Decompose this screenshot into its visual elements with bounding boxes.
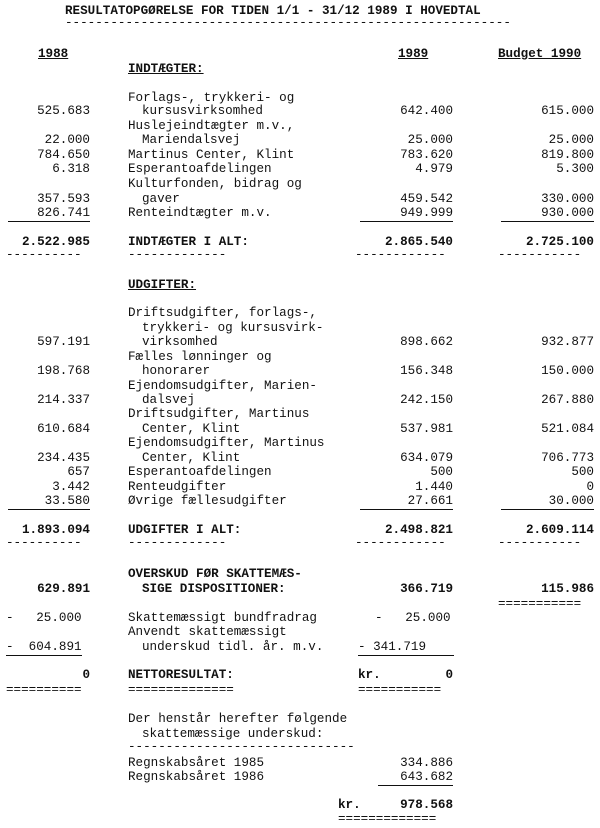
dash-rule: ------------ [355,251,446,259]
value-1989: 242.150 [400,393,453,407]
value-1988: 657 [67,465,90,479]
header-budget-1990: Budget 1990 [498,47,582,61]
income-total-budget: 2.725.100 [525,235,594,249]
income-label: kursusvirksomhed [142,104,263,118]
expense-label: dalsvej [142,393,195,407]
income-label: Kulturfonden, bidrag og [128,177,302,191]
double-rule: ========== [6,686,82,694]
net-1989: 0 [445,668,453,682]
value-budget: 0 [586,480,594,494]
deduction-1988: - 25.000 [6,611,82,625]
expense-label: virksomhed [142,335,218,349]
expenses-total-1989: 2.498.821 [384,523,453,537]
income-label: Martinus Center, Klint [128,148,295,162]
value-1989: 27.661 [360,494,453,510]
income-label: Renteindtægter m.v. [128,206,272,220]
expense-label: Driftsudgifter, forlags-, [128,306,317,320]
expense-label: Fælles lønninger og [128,350,272,364]
value-budget: 930.000 [501,206,594,222]
value-budget: 30.000 [501,494,594,510]
double-rule: =========== [358,686,442,694]
value-budget: 5.300 [556,162,594,176]
page-title: RESULTATOPGØRELSE FOR TIDEN 1/1 - 31/12 1989 I HOVEDTAL [65,4,481,18]
header-1989: 1989 [398,47,429,61]
surplus-label: OVERSKUD FØR SKATTEMÆS- [128,567,302,581]
value-budget: 267.880 [541,393,594,407]
income-label: Huslejeindtægter m.v., [128,119,295,133]
income-label: Esperantoafdelingen [128,162,272,176]
expense-label: Driftsudgifter, Martinus [128,407,310,421]
value-1989: 634.079 [400,451,453,465]
value-1989: 783.620 [400,148,453,162]
value-1988: 826.741 [8,206,90,222]
expense-label: Center, Klint [142,422,241,436]
expense-label: Ejendomsudgifter, Marien- [128,379,317,393]
income-label: Mariendalsvej [142,133,241,147]
value-1988: 357.593 [37,192,90,206]
value-1988: 198.768 [37,364,90,378]
carry-rule: ------------------------------ [128,743,355,751]
value-1989: 898.662 [400,335,453,349]
loss-1989: - 341.719 [358,640,454,656]
dash-rule: ----------- [498,539,582,547]
surplus-1988: 629.891 [37,582,90,596]
value-1988: 610.684 [37,422,90,436]
value-budget: 330.000 [541,192,594,206]
expense-label: Renteudgifter [128,480,227,494]
net-1988: 0 [82,668,90,682]
value-1988: 597.191 [37,335,90,349]
value-1988: 214.337 [37,393,90,407]
value-budget: 500 [571,465,594,479]
value-1988: 525.683 [37,104,90,118]
value-budget: 706.773 [541,451,594,465]
double-rule: ============= [338,815,437,823]
value-1989: 642.400 [400,104,453,118]
value-budget: 932.877 [541,335,594,349]
value-1989: 4.979 [415,162,453,176]
carry-row-value: 334.886 [400,756,453,770]
value-budget: 150.000 [541,364,594,378]
income-label: Forlags-, trykkeri- og [128,91,295,105]
income-total-1988: 2.522.985 [21,235,90,249]
expenses-heading: UDGIFTER: [128,278,197,292]
value-1988: 33.580 [8,494,90,510]
expenses-total-label: UDGIFTER I ALT: [128,523,242,537]
value-budget: 521.084 [541,422,594,436]
expense-label: Ejendomsudgifter, Martinus [128,436,325,450]
loss-label: underskud tidl. år. m.v. [142,640,324,654]
value-1989: 537.981 [400,422,453,436]
loss-label: Anvendt skattemæssigt [128,625,287,639]
title-rule: ----------------------------------------------------------- [65,19,511,27]
value-1988: 3.442 [52,480,90,494]
expenses-total-1988: 1.893.094 [21,523,90,537]
value-budget: 819.800 [541,148,594,162]
expense-label: Øvrige fællesudgifter [128,494,287,508]
dash-rule: ---------- [6,251,82,259]
expense-label: Esperantoafdelingen [128,465,272,479]
double-rule: =========== [498,600,582,608]
value-budget: 25.000 [548,133,594,147]
income-heading: INDTÆGTER: [128,62,204,76]
carry-total: 978.568 [400,798,453,812]
income-label: gaver [142,192,180,206]
expense-label: trykkeri- og kursusvirk- [142,321,324,335]
net-label: NETTORESULTAT: [128,668,234,682]
expenses-total-budget: 2.609.114 [525,523,594,537]
net-kr: kr. [358,668,381,682]
carry-intro: skattemæssige underskud: [142,727,324,741]
carry-intro: Der henstår herefter følgende [128,712,348,726]
surplus-label: SIGE DISPOSITIONER: [142,582,286,596]
value-1989: 25.000 [407,133,453,147]
carry-row-label: Regnskabsåret 1986 [128,770,265,784]
surplus-budget: 115.986 [541,582,594,596]
double-rule: ============== [128,686,234,694]
expense-label: honorarer [142,364,211,378]
loss-1988: - 604.891 [6,640,82,654]
value-1988: 234.435 [37,451,90,465]
expense-label: Center, Klint [142,451,241,465]
dash-rule: ---------- [6,539,82,547]
dash-rule: ------------ [355,539,446,547]
income-total-label: INDTÆGTER I ALT: [128,235,249,249]
deduction-label: Skattemæssigt bundfradrag [128,611,317,625]
carry-row-label: Regnskabsåret 1985 [128,756,265,770]
value-1988: 22.000 [44,133,90,147]
value-1989: 500 [430,465,453,479]
value-1989: 156.348 [400,364,453,378]
value-1989: 949.999 [360,206,453,222]
income-total-1989: 2.865.540 [384,235,453,249]
carry-row-value: 643.682 [378,770,453,786]
value-budget: 615.000 [541,104,594,118]
surplus-1989: 366.719 [400,582,453,596]
carry-total-kr: kr. [338,798,361,812]
dash-rule: ----------- [498,251,582,259]
header-1988: 1988 [38,47,69,61]
dash-rule: ------------- [128,251,227,259]
value-1989: 459.542 [400,192,453,206]
value-1989: 1.440 [415,480,453,494]
value-1988: 784.650 [37,148,90,162]
deduction-1989: - 25.000 [375,611,451,625]
dash-rule: ------------- [128,539,227,547]
value-1988: 6.318 [52,162,90,176]
